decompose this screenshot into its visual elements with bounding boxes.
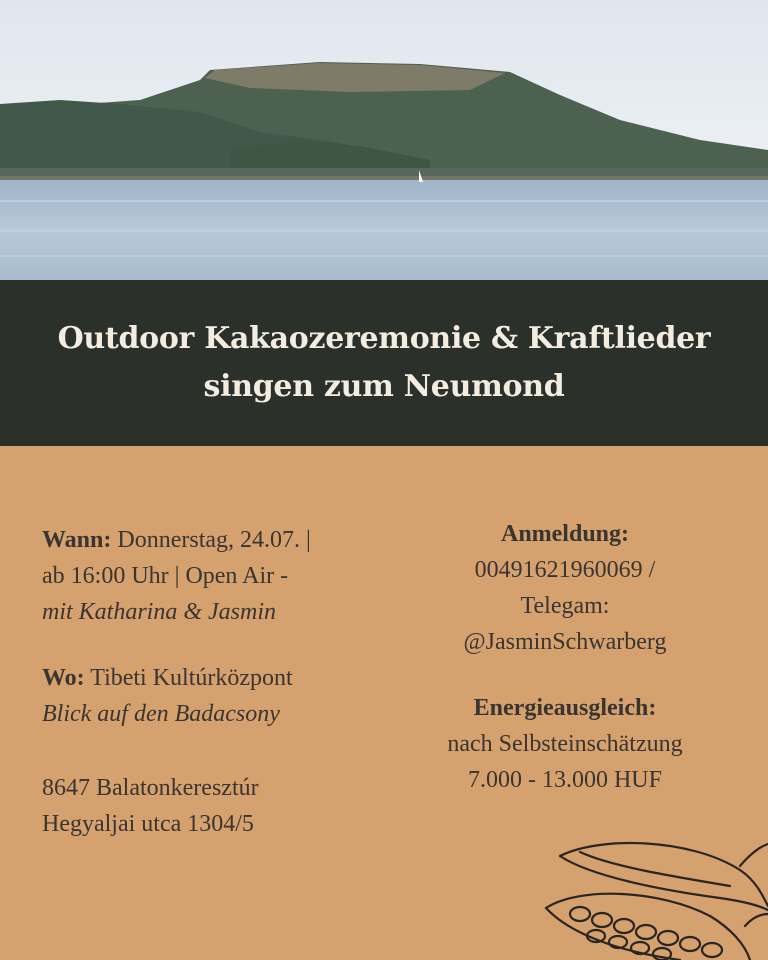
registration-phone: 00491621960069 /: [474, 557, 656, 583]
registration-label: Anmeldung:: [500, 521, 630, 547]
right-column: [400, 516, 730, 798]
registration-telegram-label: Telegam:: [520, 593, 610, 619]
venue: Tibeti Kultúrközpont: [90, 665, 293, 691]
when-date: Donnerstag, 24.07. |: [117, 527, 311, 553]
left-column: [42, 522, 422, 842]
where-label: Wo:: [42, 665, 85, 691]
address-line1: 8647 Balatonkeresztúr: [42, 775, 259, 801]
lake-mountain-photo: [0, 0, 768, 280]
title-banner: [0, 280, 768, 446]
contribution-label: Energieausgleich:: [473, 695, 657, 721]
landscape-illustration: [0, 0, 768, 280]
address-line2: Hegyaljai utca 1304/5: [42, 811, 254, 837]
when-line2: ab 16:00 Uhr | Open Air -: [42, 563, 289, 589]
when-line3: [42, 594, 422, 630]
where-line2: [42, 696, 422, 732]
when-label: Wann:: [42, 527, 112, 553]
cacao-pod-icon: [540, 836, 768, 960]
registration-telegram-handle: @JasminSchwarberg: [463, 629, 667, 655]
contribution-line2: 7.000 - 13.000 HUF: [467, 767, 662, 793]
event-title: [58, 315, 711, 411]
when-line1: [42, 522, 422, 558]
where-line1: [42, 660, 422, 696]
event-title-line1: Outdoor Kakaozeremonie & Kraftlieder: [57, 321, 711, 356]
hosts: mit Katharina & Jasmin: [42, 599, 277, 625]
contribution-line1: nach Selbsteinschätzung: [447, 731, 683, 757]
venue-note: Blick auf den Badacsony: [42, 701, 280, 727]
event-title-line2: singen zum Neumond: [203, 369, 565, 404]
